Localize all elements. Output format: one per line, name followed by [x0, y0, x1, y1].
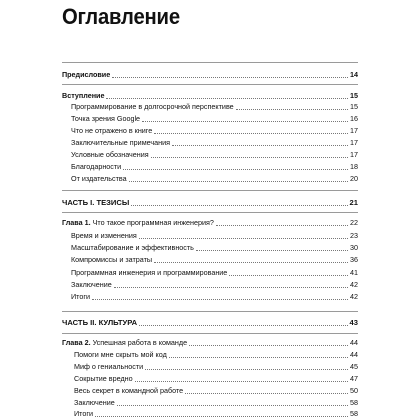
leader-dots: [229, 274, 348, 276]
toc-entry-label: Весь секрет в командной работе: [74, 386, 184, 395]
toc-entry-label: Время и изменения: [71, 231, 137, 240]
toc-entry-label: ЧАСТЬ I. ТЕЗИСЫ: [62, 198, 130, 207]
toc-entry[interactable]: [62, 384, 358, 396]
toc-entry-label: Сокрытие вредно: [74, 374, 133, 383]
toc-entry-label: Помоги мне скрыть мой код: [74, 350, 167, 359]
toc-page-number: 20: [350, 174, 358, 183]
divider: [62, 84, 358, 85]
leader-dots: [154, 132, 348, 134]
leader-dots: [236, 108, 348, 110]
toc-entry-label: Заключение: [71, 280, 112, 289]
divider: [62, 62, 358, 63]
leader-dots: [95, 415, 348, 417]
chapter-prefix: Глава 2.: [62, 338, 91, 347]
toc-entry[interactable]: [62, 112, 358, 124]
toc-entry-label: Предисловие: [62, 70, 111, 79]
toc-page-number: 42: [350, 292, 358, 301]
toc-page-number: 17: [350, 138, 358, 147]
toc-entry-label: Точка зрения Google: [71, 114, 141, 123]
toc-page-number: 42: [350, 280, 358, 289]
leader-dots: [92, 298, 348, 300]
toc-entry-label: Заключительные примечания: [71, 138, 171, 147]
toc-page-number: 41: [350, 268, 358, 277]
toc-entry[interactable]: [62, 172, 358, 184]
toc-entry[interactable]: [62, 290, 358, 302]
toc-entry-label: Программная инженерия и программирование: [71, 268, 228, 277]
toc-entry[interactable]: [62, 372, 358, 384]
toc-page-number: 21: [349, 198, 358, 207]
toc-entry[interactable]: [62, 160, 358, 172]
toc-page-number: 17: [350, 150, 358, 159]
toc-page-number: 18: [350, 162, 358, 171]
leader-dots: [142, 120, 348, 122]
toc-page-number: 47: [350, 374, 358, 383]
toc-page-number: 44: [350, 350, 358, 359]
toc-part-2[interactable]: [62, 316, 358, 328]
leader-dots: [112, 76, 348, 78]
divider: [62, 190, 358, 191]
leader-dots: [185, 392, 348, 394]
toc-entry-label: Масштабирование и эффективность: [71, 243, 194, 252]
toc-entry-label: [62, 218, 214, 228]
toc-entry[interactable]: [62, 124, 358, 136]
divider: [62, 333, 358, 334]
toc-entry-label: Вступление: [62, 91, 105, 100]
leader-dots: [123, 168, 348, 170]
chapter-title: Успешная работа в команде: [90, 338, 188, 347]
toc-entry[interactable]: [62, 229, 358, 241]
toc-entry-label: Программирование в долгосрочной перспективе: [71, 102, 234, 111]
leader-dots: [135, 380, 348, 382]
toc-entry-preface[interactable]: [62, 68, 358, 80]
toc-page-number: 14: [350, 70, 358, 79]
toc-entry-label: Благодарности: [71, 162, 122, 171]
leader-dots: [169, 356, 348, 358]
toc-page-number: 17: [350, 126, 358, 135]
leader-dots: [139, 324, 347, 326]
toc-page-number: 58: [350, 409, 358, 418]
toc-page-number: 23: [350, 231, 358, 240]
toc-entry-label: Условные обозначения: [71, 150, 149, 159]
leader-dots: [129, 180, 348, 182]
toc-entry-label: ЧАСТЬ II. КУЛЬТУРА: [62, 318, 138, 327]
divider: [62, 212, 358, 213]
toc-entry-label: Что не отражено в книге: [71, 126, 153, 135]
leader-dots: [196, 249, 348, 251]
toc-entry-label: Заключение: [74, 398, 115, 407]
chapter-title: Что такое программная инженерия?: [90, 218, 214, 227]
leader-dots: [106, 97, 348, 99]
toc-part-1[interactable]: [62, 196, 358, 208]
leader-dots: [216, 224, 348, 226]
toc-entry[interactable]: [62, 148, 358, 160]
toc-entry-label: От издательства: [71, 174, 127, 183]
toc-entry[interactable]: [62, 100, 358, 112]
toc-entry-label: Итоги: [71, 292, 91, 301]
leader-dots: [151, 156, 348, 158]
toc-page-number: 44: [350, 338, 358, 347]
leader-dots: [114, 286, 348, 288]
toc-page-number: 50: [350, 386, 358, 395]
toc-page-number: 15: [350, 102, 358, 111]
toc-entry-label: [62, 338, 187, 348]
toc-page-number: 16: [350, 114, 358, 123]
leader-dots: [139, 237, 348, 239]
toc-chapter-1[interactable]: [62, 216, 358, 228]
toc-chapter-2[interactable]: [62, 336, 358, 348]
toc-entry-label: Миф о гениальности: [74, 362, 144, 371]
toc-entry[interactable]: [62, 136, 358, 148]
page-title: Оглавление: [62, 4, 180, 29]
toc-page-number: 22: [350, 218, 358, 227]
toc-page-number: 15: [350, 91, 358, 100]
leader-dots: [131, 204, 347, 206]
toc-entry[interactable]: [62, 278, 358, 290]
toc-entry[interactable]: [62, 360, 358, 372]
leader-dots: [172, 144, 348, 146]
leader-dots: [117, 404, 348, 406]
toc-page-number: 58: [350, 398, 358, 407]
toc-entry[interactable]: [62, 253, 358, 265]
toc-entry[interactable]: [62, 241, 358, 253]
leader-dots: [145, 368, 348, 370]
chapter-prefix: Глава 1.: [62, 218, 91, 227]
toc-page-number: 36: [350, 255, 358, 264]
toc-entry-label: Итоги: [74, 409, 94, 418]
toc-page-number: 43: [349, 318, 358, 327]
toc-entry-label: Компромиссы и затраты: [71, 255, 153, 264]
leader-dots: [189, 344, 348, 346]
toc-entry[interactable]: [62, 266, 358, 278]
toc-entry[interactable]: [62, 348, 358, 360]
toc-entry[interactable]: [62, 407, 358, 419]
toc-page-number: 30: [350, 243, 358, 252]
toc-page-number: 45: [350, 362, 358, 371]
divider: [62, 311, 358, 312]
leader-dots: [154, 261, 348, 263]
